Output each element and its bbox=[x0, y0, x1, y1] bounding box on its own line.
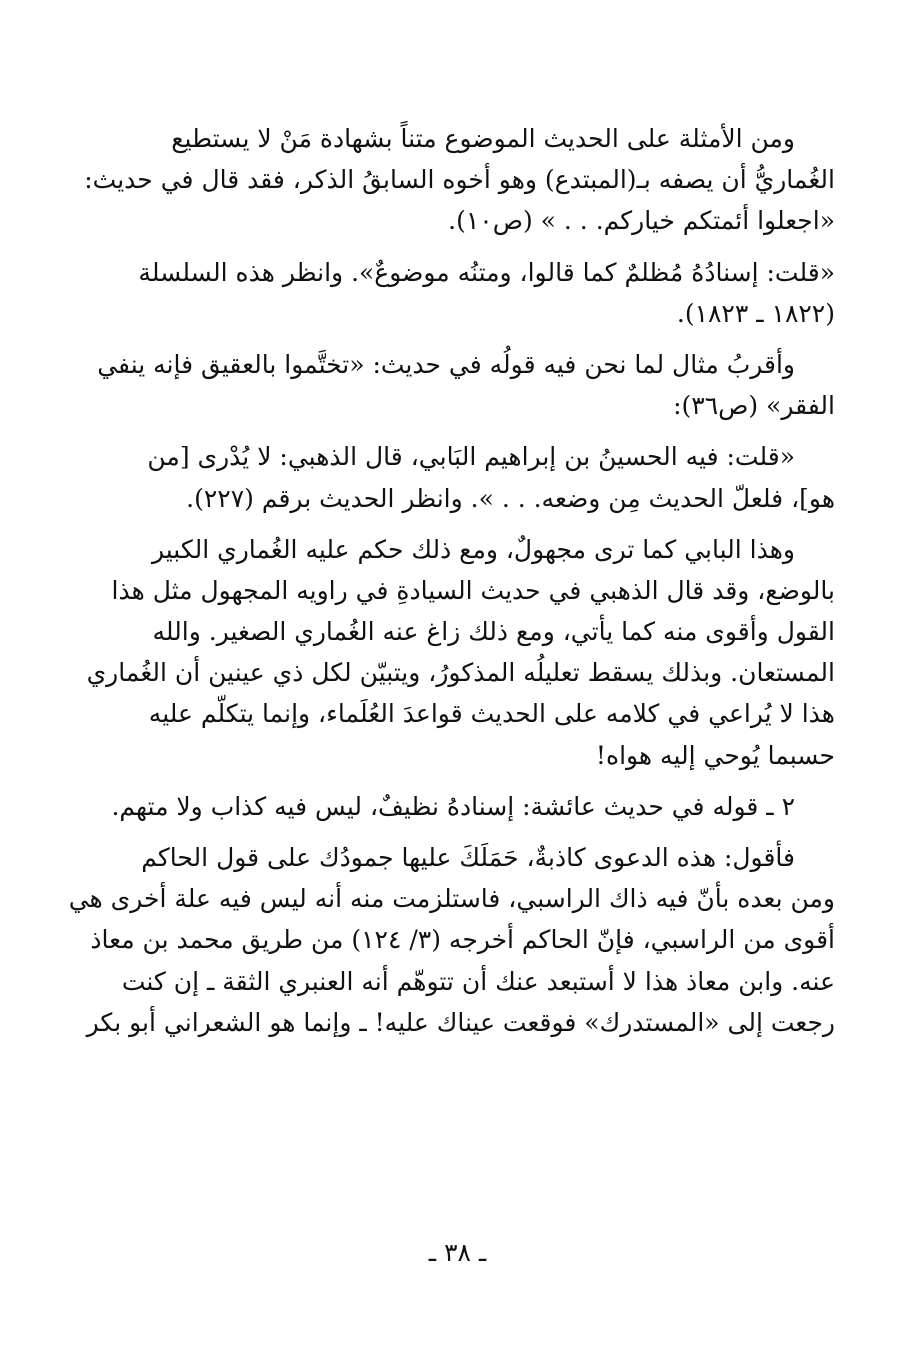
paragraph-1 bbox=[64, 118, 835, 242]
text-line: «قلت: إسنادُهُ مُظلمٌ كما قالوا، ومتنُه موضوعٌ». وانظر هذه السلسلة bbox=[138, 257, 835, 287]
paragraph-6 bbox=[64, 786, 835, 827]
text-line: وأقربُ مثال لما نحن فيه قولُه في حديث: «تختَّموا بالعقيق فإنه ينفي bbox=[97, 349, 795, 379]
text-line: عنه. وابن معاذ هذا لا أستبعد عنك أن تتوهّم أنه العنبري الثقة ـ إن كنت bbox=[121, 966, 835, 996]
text-line: الغُماريُّ أن يصفه بـ(المبتدع) وهو أخوه السابقُ الذكر، فقد قال في حديث: bbox=[84, 165, 835, 195]
text-line: هذا لا يُراعي في كلامه على الحديث قواعدَ العُلَماء، وإنما يتكلّم عليه bbox=[148, 699, 835, 729]
text-line: ومن الأمثلة على الحديث الموضوع متناً بشهادة مَنْ لا يستطيع bbox=[171, 124, 795, 153]
paragraph-3 bbox=[64, 344, 835, 426]
text-line: المستعان. وبذلك يسقط تعليلُه المذكورُ، ويتبيّن لكل ذي عينين أن الغُماري bbox=[86, 658, 835, 688]
paragraph-7 bbox=[64, 837, 835, 1043]
page-number: ـ ٣٨ ـ bbox=[428, 1238, 487, 1267]
text-line: هو]، فلعلّ الحديث مِن وضعه. . . ». وانظر الحديث برقم (٢٢٧). bbox=[186, 483, 835, 513]
paragraph-2 bbox=[64, 252, 835, 334]
text-line: ٢ ـ قوله في حديث عائشة: إسنادهُ نظيفٌ، ليس فيه كذاب ولا متهم. bbox=[111, 791, 795, 821]
text-line: الفقر» (ص٣٦): bbox=[673, 391, 835, 421]
text-line: وهذا البابي كما ترى مجهولٌ، ومع ذلك حكم عليه الغُماري الكبير bbox=[151, 534, 795, 564]
text-line: حسبما يُوحي إليه هواه! bbox=[595, 740, 835, 770]
text-line: رجعت إلى «المستدرك» فوقعت عيناك عليه! ـ وإنما هو الشعراني أبو بكر bbox=[86, 1007, 835, 1037]
page-body bbox=[64, 118, 835, 1053]
paragraph-5 bbox=[64, 529, 835, 776]
text-line: أقوى من الراسبي، فإنّ الحاكم أخرجه (٣/ ١٢٤) من طريق محمد بن معاذ bbox=[90, 925, 835, 955]
text-line: فأقول: هذه الدعوى كاذبةٌ، حَمَلَكَ عليها جمودُك على قول الحاكم bbox=[141, 843, 795, 872]
paragraph-4 bbox=[64, 436, 835, 518]
text-line: «اجعلوا أئمتكم خياركم. . . » (ص١٠). bbox=[448, 206, 835, 236]
text-line: «قلت: فيه الحسينُ بن إبراهيم البَابي، قال الذهبي: لا يُدْرى [من bbox=[147, 442, 795, 472]
text-line: (١٨٢٢ ـ ١٨٢٣). bbox=[676, 298, 835, 328]
text-line: بالوضع، وقد قال الذهبي في حديث السيادةِ في راويه المجهول مثل هذا bbox=[111, 575, 835, 605]
text-line: القول وأقوى منه كما يأتي، ومع ذلك زاغ عنه الغُماري الصغير. والله bbox=[152, 617, 835, 647]
text-line: ومن بعده بأنّ فيه ذاك الراسبي، فاستلزمت منه أنه ليس فيه علة أخرى هي bbox=[68, 884, 835, 914]
